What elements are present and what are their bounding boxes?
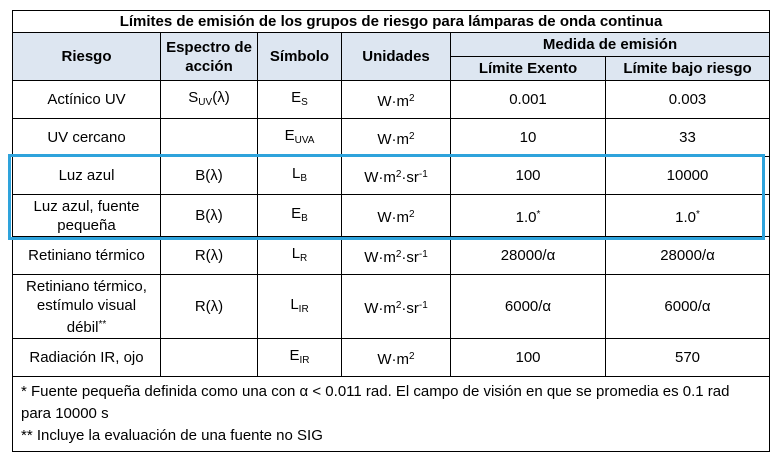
cell-limite-bajo <box>606 119 770 157</box>
cell-simbolo-sub: B <box>300 172 307 184</box>
cell-unidades-sup: 2 <box>409 92 415 104</box>
cell-riesgo <box>13 119 161 157</box>
cell-unidades-tail: ·sr <box>401 168 419 186</box>
cell-unidades <box>342 339 451 377</box>
cell-limite-bajo <box>606 81 770 119</box>
cell-espectro <box>161 339 258 377</box>
table-row <box>13 119 770 157</box>
cell-limite-bajo-mark: * <box>695 208 700 220</box>
footnotes-cell <box>13 377 770 452</box>
cell-simbolo <box>258 157 342 195</box>
cell-unidades-tail-sup: -1 <box>418 168 428 180</box>
cell-unidades-text: W·m <box>364 248 396 266</box>
cell-limite-exento-text: 6000/α <box>504 298 552 315</box>
cell-unidades-tail-sup: -1 <box>418 248 428 260</box>
cell-unidades-text: W·m <box>377 130 410 148</box>
cell-simbolo-text: E <box>289 346 300 364</box>
cell-limite-exento <box>451 195 606 237</box>
header-limite-bajo: Límite bajo riesgo <box>606 57 770 81</box>
table-row <box>13 195 770 237</box>
cell-riesgo-mark: ** <box>98 318 107 330</box>
cell-unidades-sup: 2 <box>395 299 402 311</box>
cell-simbolo-sub: IR <box>298 303 309 315</box>
cell-limite-exento-text: 0.001 <box>509 91 547 108</box>
footnote-2: ** Incluye la evaluación de una fuente no SIG <box>21 427 323 444</box>
cell-simbolo-sub: R <box>300 252 308 264</box>
cell-limite-exento-text: 100 <box>515 349 541 366</box>
cell-unidades-sup: 2 <box>395 248 402 260</box>
cell-simbolo-sub: S <box>301 96 308 108</box>
cell-unidades-text: W·m <box>377 92 410 110</box>
cell-simbolo-sub: B <box>301 212 308 224</box>
table-row <box>13 157 770 195</box>
cell-simbolo <box>258 119 342 157</box>
cell-espectro-text: S <box>188 88 199 106</box>
cell-simbolo <box>258 237 342 275</box>
cell-riesgo-text: Radiación IR, ojo <box>29 349 144 366</box>
cell-unidades <box>342 157 451 195</box>
cell-unidades-sup: 2 <box>409 130 415 142</box>
cell-limite-bajo <box>606 237 770 275</box>
cell-limite-bajo-text: 6000/α <box>664 298 711 315</box>
cell-unidades-text: W·m <box>364 168 396 186</box>
cell-simbolo-text: L <box>291 244 301 262</box>
cell-limite-bajo-text: 10000 <box>666 167 709 184</box>
cell-unidades-text: W·m <box>377 208 410 226</box>
cell-limite-bajo-text: 33 <box>679 129 696 146</box>
cell-unidades <box>342 195 451 237</box>
cell-limite-exento <box>451 81 606 119</box>
footnote-1: * Fuente pequeña definida como una con α < 0.011 rad. El campo de visión en que se promedia es 0.1 rad para 10000 s <box>21 383 730 422</box>
cell-limite-exento-mark: * <box>536 208 541 220</box>
cell-unidades-sup: 2 <box>409 208 415 220</box>
cell-limite-exento-text: 28000/α <box>500 247 556 264</box>
cell-limite-exento <box>451 339 606 377</box>
cell-simbolo-text: L <box>290 295 299 313</box>
cell-riesgo-text: Retiniano térmico <box>28 247 145 264</box>
cell-limite-bajo-text: 28000/α <box>660 247 715 264</box>
cell-unidades-sup: 2 <box>395 168 402 180</box>
cell-simbolo <box>258 195 342 237</box>
cell-limite-exento <box>451 157 606 195</box>
cell-espectro <box>161 119 258 157</box>
cell-limite-bajo <box>606 157 770 195</box>
cell-espectro <box>161 275 258 339</box>
cell-unidades-sup: 2 <box>409 350 415 362</box>
emission-limits-table <box>12 10 770 452</box>
table-row <box>13 275 770 339</box>
header-unidades: Unidades <box>342 33 451 81</box>
cell-espectro <box>161 157 258 195</box>
cell-riesgo <box>13 275 161 339</box>
header-medida: Medida de emisión <box>451 33 770 57</box>
cell-limite-bajo <box>606 339 770 377</box>
cell-limite-exento <box>451 275 606 339</box>
cell-espectro <box>161 237 258 275</box>
cell-unidades-tail: ·sr <box>401 248 419 266</box>
cell-simbolo-sub: IR <box>299 354 310 366</box>
cell-simbolo-sub: UVA <box>294 134 315 146</box>
header-limite-exento: Límite Exento <box>451 57 606 81</box>
table-row <box>13 339 770 377</box>
cell-unidades <box>342 119 451 157</box>
cell-riesgo-text: UV cercano <box>47 129 126 146</box>
cell-limite-bajo-text: 0.003 <box>668 91 707 108</box>
cell-limite-exento-text: 10 <box>519 129 537 146</box>
cell-espectro <box>161 195 258 237</box>
cell-limite-exento-text: 1.0 <box>515 208 537 226</box>
cell-riesgo <box>13 81 161 119</box>
cell-espectro-text: B(λ) <box>195 207 223 224</box>
cell-simbolo-text: L <box>291 164 301 182</box>
cell-simbolo <box>258 339 342 377</box>
cell-simbolo-text: E <box>291 204 302 222</box>
cell-riesgo-text: Luz azul, fuente pequeña <box>33 197 140 234</box>
cell-riesgo <box>13 339 161 377</box>
table-row <box>13 237 770 275</box>
cell-riesgo <box>13 157 161 195</box>
cell-limite-bajo-text: 570 <box>674 349 701 366</box>
cell-riesgo-text: Retiniano térmico, estímulo visual débil <box>26 277 147 336</box>
cell-espectro-sub: UV <box>198 96 213 108</box>
cell-espectro-text: R(λ) <box>194 247 224 264</box>
cell-unidades <box>342 275 451 339</box>
cell-limite-bajo-text: 1.0 <box>675 208 696 226</box>
cell-simbolo-text: E <box>291 88 302 106</box>
cell-simbolo <box>258 81 342 119</box>
header-simbolo: Símbolo <box>258 33 342 81</box>
cell-unidades-text: W·m <box>364 299 396 317</box>
cell-espectro-text: R(λ) <box>194 298 224 315</box>
cell-espectro <box>161 81 258 119</box>
cell-espectro-tail: (λ) <box>212 88 230 106</box>
cell-espectro-text: B(λ) <box>195 167 223 184</box>
cell-riesgo-text: Actínico UV <box>47 91 126 108</box>
header-espectro: Espectro de acción <box>161 33 258 81</box>
cell-limite-exento-text: 100 <box>515 167 541 184</box>
cell-simbolo <box>258 275 342 339</box>
cell-limite-bajo <box>606 195 770 237</box>
header-riesgo: Riesgo <box>13 33 161 81</box>
cell-limite-exento <box>451 119 606 157</box>
cell-limite-exento <box>451 237 606 275</box>
cell-unidades <box>342 81 451 119</box>
table-caption: Límites de emisión de los grupos de riesgo para lámparas de onda continua <box>13 11 770 33</box>
cell-simbolo-text: E <box>284 126 295 144</box>
table-row <box>13 81 770 119</box>
cell-unidades <box>342 237 451 275</box>
cell-limite-bajo <box>606 275 770 339</box>
cell-riesgo <box>13 195 161 237</box>
cell-riesgo <box>13 237 161 275</box>
cell-unidades-tail-sup: -1 <box>418 299 428 311</box>
cell-unidades-tail: ·sr <box>401 299 419 317</box>
cell-riesgo-text: Luz azul <box>58 167 115 184</box>
cell-unidades-text: W·m <box>377 350 410 368</box>
